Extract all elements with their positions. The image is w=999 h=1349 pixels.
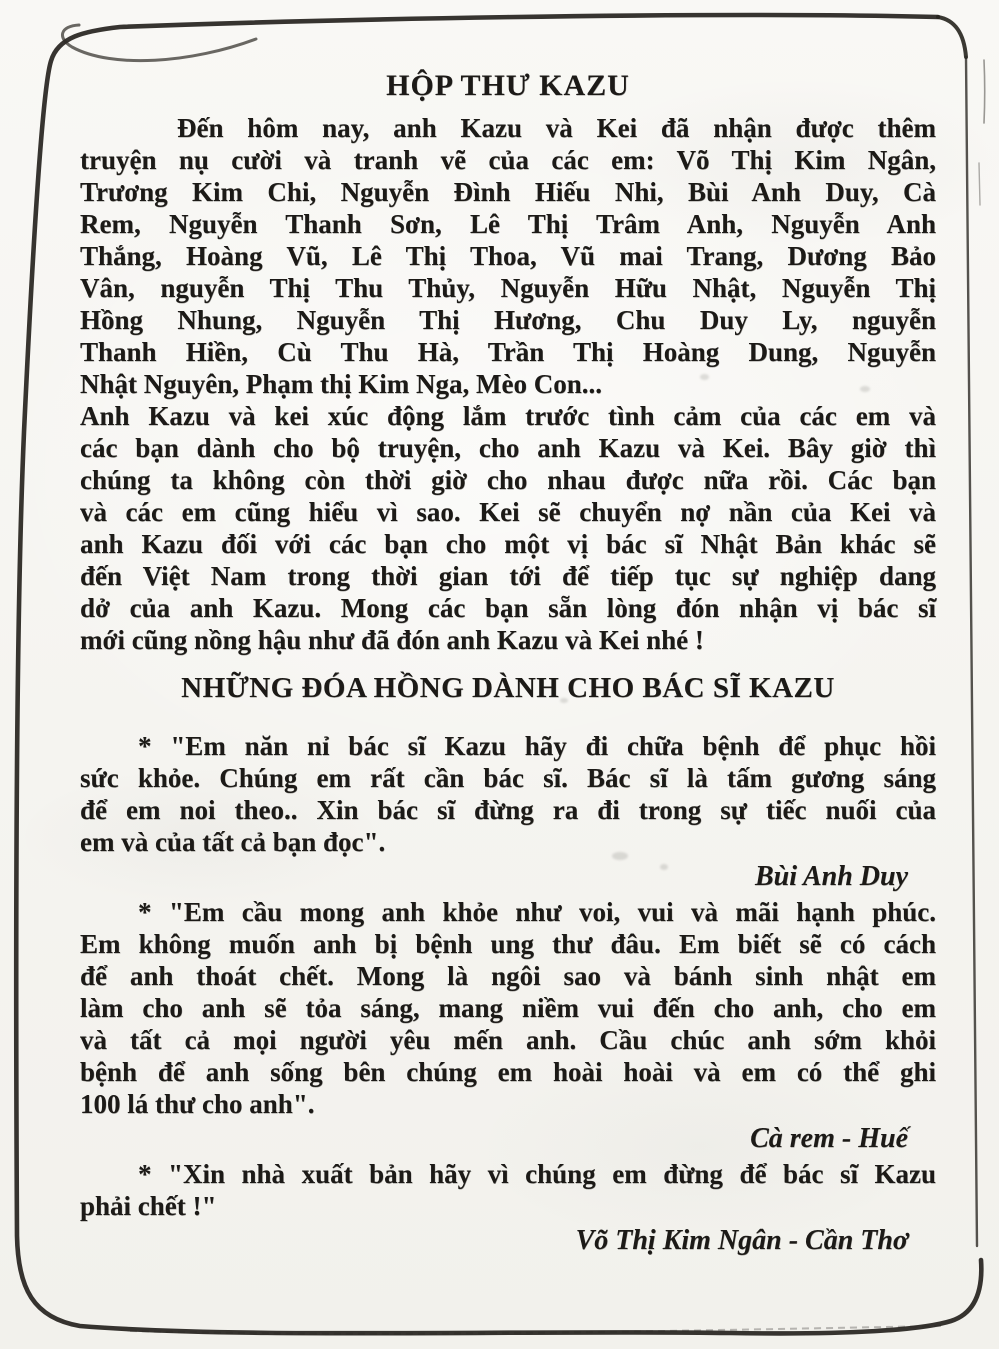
reader-letter-3 [80, 1158, 936, 1258]
text-line: Thanh Hiền, Cù Thu Hà, Trần Thị Hoàng Dung, Nguyễn [80, 337, 936, 367]
corner-flourish [62, 25, 256, 61]
text-line: Nhật Nguyên, Phạm thị Kim Nga, Mèo Con... [80, 369, 603, 399]
text-line: * "Xin nhà xuất bản hãy vì chúng em đừng để bác sĩ Kazu [138, 1159, 936, 1189]
text-line: Rem, Nguyễn Thanh Sơn, Lê Thị Trâm Anh, Nguyễn Anh [80, 209, 936, 239]
text-line: Em không muốn anh bị bệnh ung thư đâu. Em biết sẽ có cách [80, 929, 936, 959]
letter-3-text [80, 1158, 936, 1222]
text-line: và các em cũng hiểu vì sao. Kei sẽ chuyển nợ nần của Kei và [80, 497, 936, 527]
letter-1-text [80, 730, 936, 858]
page-content [80, 66, 936, 1260]
text-line: để anh thoát chết. Mong là ngôi sao và bánh sinh nhật em [80, 961, 936, 991]
text-line: Anh Kazu và kei xúc động lắm trước tình cảm của các em và [80, 401, 936, 431]
text-line: bệnh để anh sống bên chúng em hoài hoài và em có thể ghi [80, 1057, 936, 1087]
text-line: * "Em năn nỉ bác sĩ Kazu hãy đi chữa bệnh để phục hồi [138, 731, 936, 761]
text-line: đến Việt Nam trong thời gian tới để tiếp tục sự nghiệp dang [80, 561, 936, 591]
reader-letter-2 [80, 896, 936, 1156]
text-line: Trương Kim Chi, Nguyễn Đình Hiếu Nhi, Bùi Anh Duy, Cà [80, 177, 936, 207]
text-line: mới cũng nồng hậu như đã đón anh Kazu và Kei nhé ! [80, 625, 704, 655]
letter-1-signature: Bùi Anh Duy [754, 861, 908, 892]
text-line: sức khỏe. Chúng em rất cần bác sĩ. Bác sĩ là tấm gương sáng [80, 763, 936, 793]
letter-2-text [80, 896, 936, 1120]
text-line: em và của tất cả bạn đọc". [80, 827, 386, 857]
text-line: dở của anh Kazu. Mong các bạn sẵn lòng đón nhận vị bác sĩ [80, 593, 936, 623]
text-line: và tất cả mọi người yêu mến anh. Cầu chúc anh sớm khỏi [80, 1025, 936, 1055]
text-line: làm cho anh sẽ tỏa sáng, mang niềm vui đến cho anh, cho em [80, 993, 936, 1023]
text-line: phải chết !" [80, 1191, 217, 1221]
stray-mark [979, 163, 980, 205]
letter-3-signature: Võ Thị Kim Ngân - Cần Thơ [575, 1225, 908, 1256]
text-line: anh Kazu đối với các bạn cho một vị bác sĩ Nhật Bản khác sẽ [80, 529, 936, 559]
bottom-retrace [130, 1326, 944, 1334]
section-title: NHỮNG ĐÓA HỒNG DÀNH CHO BÁC SĨ KAZU [181, 672, 835, 704]
letter-2-signature: Cà rem - Huế [750, 1123, 908, 1154]
intro-paragraph-2 [80, 400, 936, 656]
text-line: Hồng Nhung, Nguyễn Thị Hương, Chu Duy Ly, nguyễn [80, 305, 936, 335]
text-line: để em noi theo.. Xin bác sĩ đừng ra đi trong sự tiếc nuối của [80, 795, 936, 825]
text-line: chúng ta không còn thời giờ cho nhau được nữa rồi. Các bạn [80, 465, 936, 495]
intro-paragraph-1 [80, 112, 936, 400]
text-line: truyện nụ cười và tranh vẽ của các em: Võ Thị Kim Ngân, [80, 145, 936, 175]
border-right-stroke [966, 57, 977, 1246]
text-line: các bạn dành cho bộ truyện, cho anh Kazu và Kei. Bây giờ thì [80, 433, 936, 463]
stray-mark [984, 60, 985, 123]
border-corner-stroke [938, 17, 966, 57]
text-line: Vân, nguyễn Thị Thu Thủy, Nguyễn Hữu Nhật, Nguyễn Thị [80, 273, 936, 303]
text-line: Đến hôm nay, anh Kazu và Kei đã nhận được thêm [177, 113, 936, 143]
text-line: 100 lá thư cho anh". [80, 1089, 315, 1119]
reader-letter-1 [80, 730, 936, 894]
text-line: Thắng, Hoàng Vũ, Lê Thị Thoa, Vũ mai Trang, Dương Bảo [80, 241, 936, 271]
page-title: HỘP THƯ KAZU [386, 69, 630, 102]
text-line: * "Em cầu mong anh khỏe như voi, vui và mãi hạnh phúc. [138, 897, 936, 927]
